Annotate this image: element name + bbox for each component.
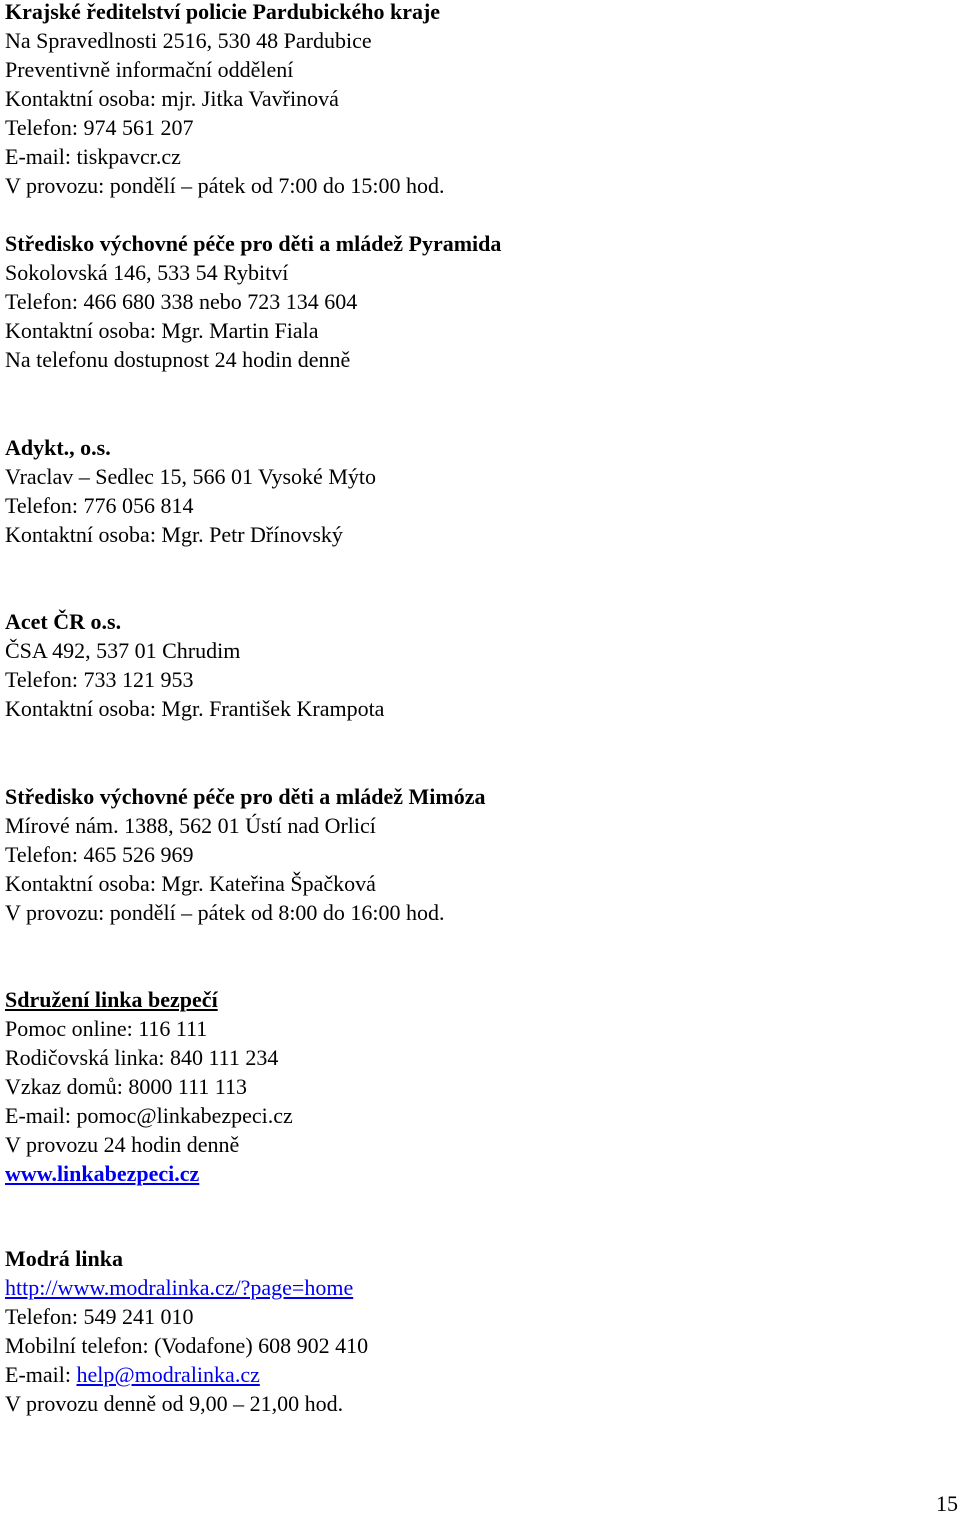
mimoza-hours: V provozu: pondělí – pátek od 8:00 do 16:00 hod. — [5, 900, 445, 925]
section-title-mimoza: Středisko výchovné péče pro děti a mládež Mimóza — [5, 784, 486, 809]
police-hours: V provozu: pondělí – pátek od 7:00 do 15:00 hod. — [5, 173, 445, 198]
section-title-modra-linka: Modrá linka — [5, 1246, 123, 1271]
modra-linka-email-link[interactable]: help@modralinka.cz — [76, 1362, 260, 1387]
police-department: Preventivně informační oddělení — [5, 57, 294, 82]
acet-contact: Kontaktní osoba: Mgr. František Krampota — [5, 696, 385, 721]
pyramida-availability: Na telefonu dostupnost 24 hodin denně — [5, 347, 351, 372]
police-contact: Kontaktní osoba: mjr. Jitka Vavřinová — [5, 86, 339, 111]
police-email: E-mail: tiskpavcr.cz — [5, 144, 181, 169]
pyramida-address: Sokolovská 146, 533 54 Rybitví — [5, 260, 289, 285]
section-title-police: Krajské ředitelství policie Pardubického kraje — [5, 0, 441, 24]
section-title-linka-bezpeci: Sdružení linka bezpečí — [5, 987, 218, 1012]
mimoza-phone: Telefon: 465 526 969 — [5, 842, 194, 867]
linka-hours: V provozu 24 hodin denně — [5, 1132, 240, 1157]
linka-online-help: Pomoc online: 116 111 — [5, 1016, 208, 1041]
section-title-pyramida: Středisko výchovné péče pro děti a mládež Pyramida — [5, 231, 502, 256]
page-number: 15 — [936, 1491, 958, 1516]
linka-message-home: Vzkaz domů: 8000 111 113 — [5, 1074, 247, 1099]
section-title-adykt: Adykt., o.s. — [5, 435, 111, 460]
mimoza-address: Mírové nám. 1388, 562 01 Ústí nad Orlicí — [5, 813, 376, 838]
linka-website-link[interactable]: www.linkabezpeci.cz — [5, 1161, 200, 1186]
pyramida-phone: Telefon: 466 680 338 nebo 723 134 604 — [5, 289, 358, 314]
acet-phone: Telefon: 733 121 953 — [5, 667, 194, 692]
linka-email: E-mail: pomoc@linkabezpeci.cz — [5, 1103, 293, 1128]
adykt-phone: Telefon: 776 056 814 — [5, 493, 194, 518]
modra-linka-phone: Telefon: 549 241 010 — [5, 1304, 194, 1329]
adykt-contact: Kontaktní osoba: Mgr. Petr Dřínovský — [5, 522, 343, 547]
adykt-address: Vraclav – Sedlec 15, 566 01 Vysoké Mýto — [5, 464, 376, 489]
modra-linka-mobile: Mobilní telefon: (Vodafone) 608 902 410 — [5, 1333, 369, 1358]
mimoza-contact: Kontaktní osoba: Mgr. Kateřina Špačková — [5, 871, 376, 896]
linka-parent-line: Rodičovská linka: 840 111 234 — [5, 1045, 279, 1070]
modra-linka-website-link[interactable]: http://www.modralinka.cz/?page=home — [5, 1275, 354, 1300]
modra-linka-email-row — [5, 1360, 260, 1389]
pyramida-contact: Kontaktní osoba: Mgr. Martin Fiala — [5, 318, 319, 343]
police-address: Na Spravedlnosti 2516, 530 48 Pardubice — [5, 28, 372, 53]
modra-linka-email-label: E-mail: — [5, 1362, 77, 1387]
modra-linka-hours: V provozu denně od 9,00 – 21,00 hod. — [5, 1391, 344, 1416]
acet-address: ČSA 492, 537 01 Chrudim — [5, 638, 241, 663]
section-title-acet: Acet ČR o.s. — [5, 609, 122, 634]
police-phone: Telefon: 974 561 207 — [5, 115, 194, 140]
